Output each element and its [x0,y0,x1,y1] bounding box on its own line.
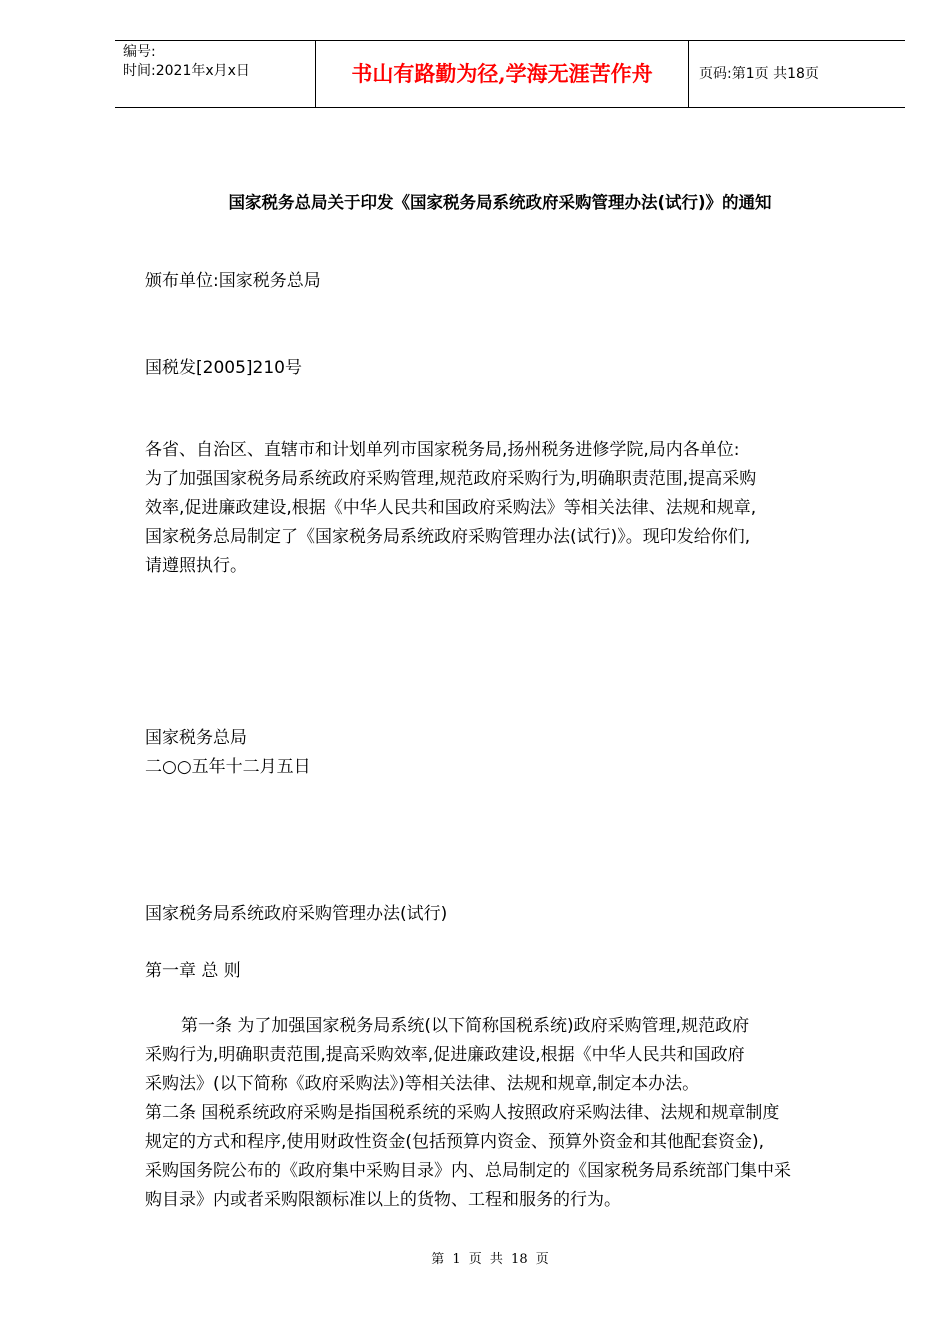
notice-line: 请遵照执行。 [145,556,247,576]
page-footer: 第 1 页 共 18 页 [431,1252,549,1267]
header-motto: 书山有路勤为径,学海无涯苦作舟 [315,41,689,107]
chapter-heading: 第一章 总 则 [145,961,241,981]
regulation-title: 国家税务局系统政府采购管理办法(试行) [145,904,448,924]
article-line: 购目录》内或者采购限额标准以上的货物、工程和服务的行为。 [145,1190,621,1210]
signature-block [145,724,885,782]
issuer-line: 颁布单位:国家税务总局 [145,271,321,291]
notice-line: 国家税务总局制定了《国家税务局系统政府采购管理办法(试行)》。现印发给你们, [145,527,751,547]
time-label: 时间:2021年x月x日 [123,63,250,79]
document-title: 国家税务总局关于印发《国家税务局系统政府采购管理办法(试行)》的通知 [228,193,772,212]
notice-line: 各省、自治区、直辖市和计划单列市国家税务局,扬州税务进修学院,局内各单位: [145,440,740,460]
number-label: 编号: [123,44,156,60]
signature-date: 二○○五年十二月五日 [145,757,311,777]
article-line: 规定的方式和程序,使用财政性资金(包括预算内资金、预算外资金和其他配套资金), [145,1132,765,1152]
article-line: 采购国务院公布的《政府集中采购目录》内、总局制定的《国家税务局系统部门集中采 [145,1161,791,1181]
signature-org: 国家税务总局 [145,728,247,748]
article-line: 第一条 为了加强国家税务局系统(以下简称国税系统)政府采购管理,规范政府 [181,1016,750,1036]
article-line: 采购行为,明确职责范围,提高采购效率,促进廉政建设,根据《中华人民共和国政府 [145,1045,745,1065]
page-header [115,40,905,108]
header-page-info: 页码:第1页 共18页 [699,66,819,82]
document-number: 国税发[2005]210号 [145,358,302,378]
notice-line: 效率,促进廉政建设,根据《中华人民共和国政府采购法》等相关法律、法规和规章, [145,498,757,518]
article-line: 第二条 国税系统政府采购是指国税系统的采购人按照政府采购法律、法规和规章制度 [145,1103,780,1123]
notice-line: 为了加强国家税务局系统政府采购管理,规范政府采购行为,明确职责范围,提高采购 [145,469,757,489]
header-meta [115,41,315,107]
article-2 [145,1099,885,1215]
article-line: 采购法》(以下简称《政府采购法》)等相关法律、法规和规章,制定本办法。 [145,1074,700,1094]
notice-body [145,436,885,581]
article-1 [145,1012,885,1099]
